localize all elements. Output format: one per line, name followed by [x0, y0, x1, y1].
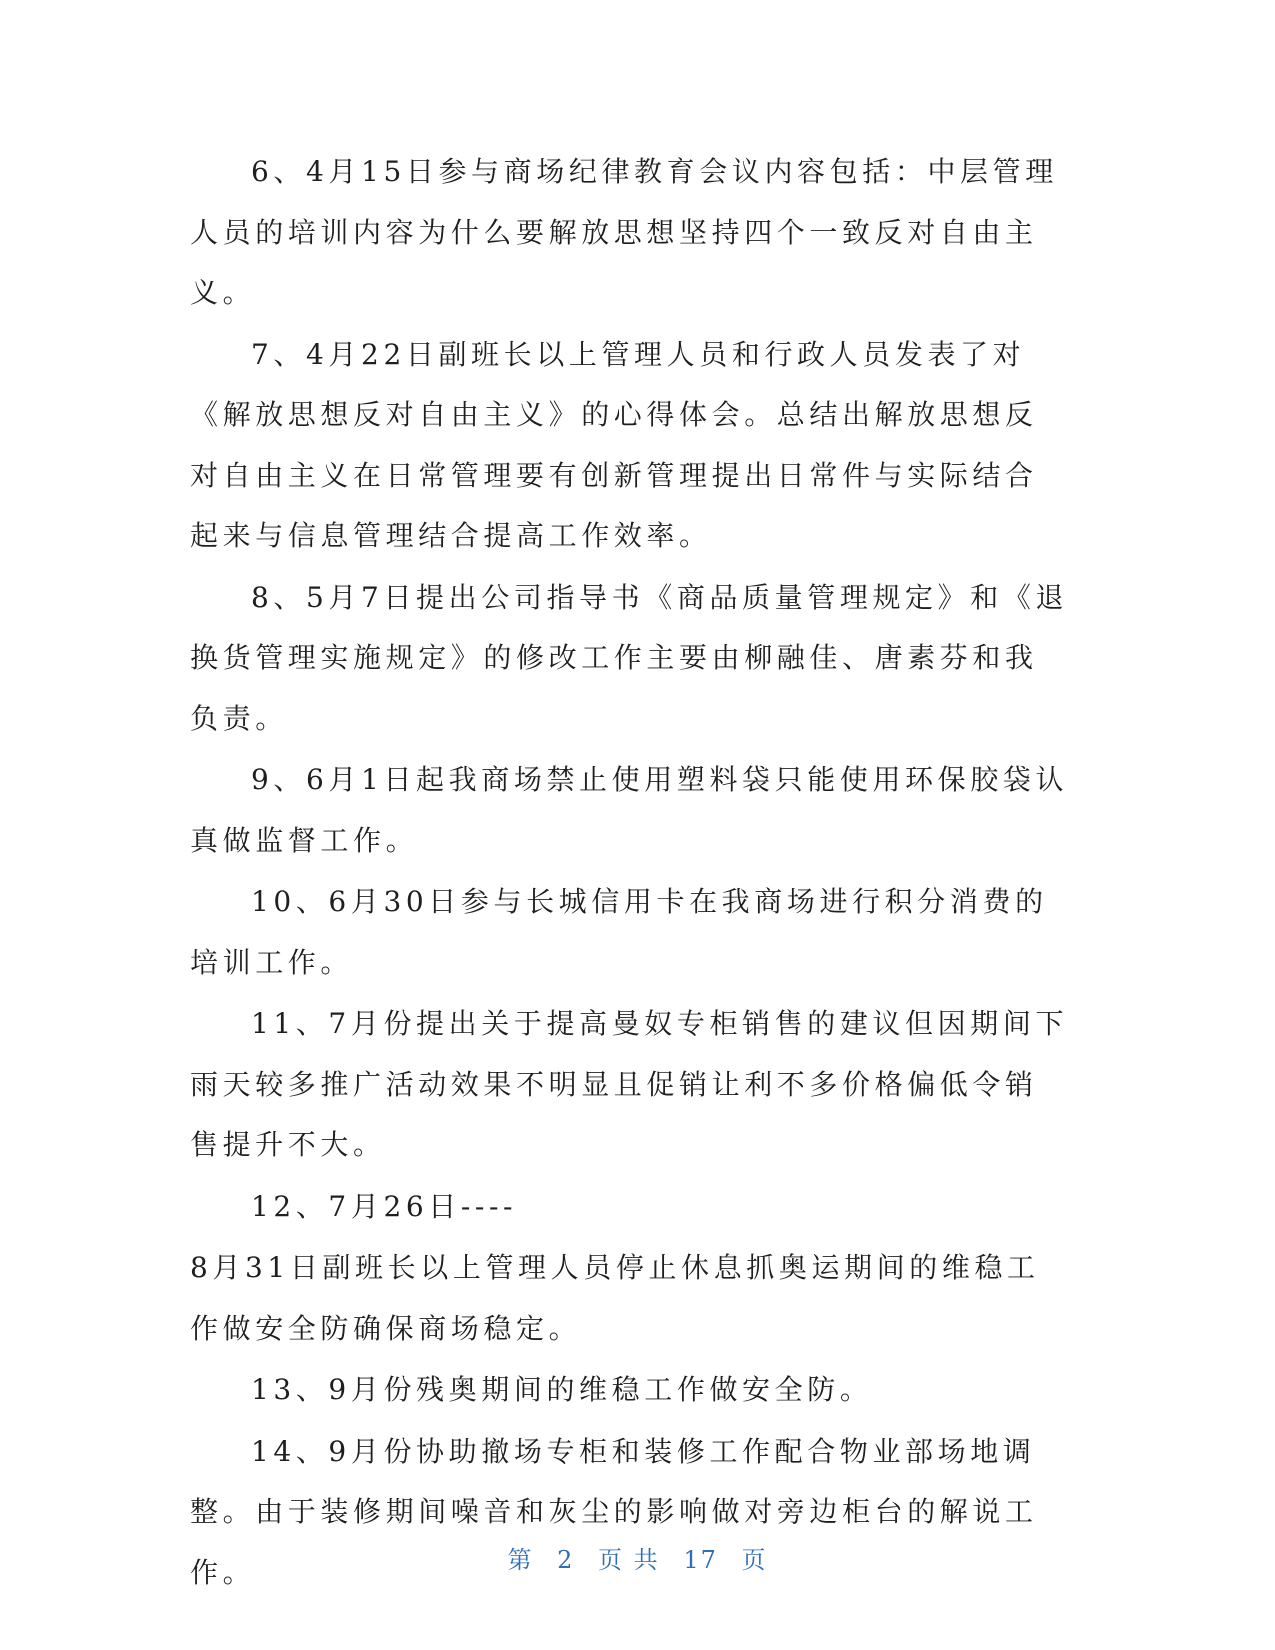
current-page-number: 2	[557, 1546, 575, 1574]
paragraph-item-8: 8、5月7日提出公司指导书《商品质量管理规定》和《退换货管理实施规定》的修改工作主要由柳融佳、唐素芬和我负责。	[190, 580, 1069, 735]
footer-suffix: 页	[741, 1546, 768, 1574]
paragraph-item-13: 13、9月份残奥期间的维稳工作做安全防。	[251, 1373, 873, 1406]
paragraph-item-12-continued: 8月31日副班长以上管理人员停止休息抓奥运期间的维稳工作做安全防确保商场稳定。	[190, 1251, 1040, 1345]
paragraph-item-6: 6、4月15日参与商场纪律教育会议内容包括：中层管理人员的培训内容为什么要解放思想坚持四个一致反对自由主义。	[190, 155, 1058, 309]
paragraph-item-10: 10、6月30日参与长城信用卡在我商场进行积分消费的培训工作。	[190, 885, 1048, 979]
total-pages-number: 17	[683, 1546, 718, 1574]
paragraph-item-14: 14、9月份协助撤场专柜和装修工作配合物业部场地调整。由于装修期间噪音和灰尘的影响做对旁边柜台的解说工作。	[190, 1434, 1038, 1589]
page-footer	[0, 1540, 1275, 1575]
paragraph-item-9: 9、6月1日起我商场禁止使用塑料袋只能使用环保胶袋认真做监督工作。	[190, 763, 1069, 857]
document-body	[190, 142, 1070, 1604]
footer-prefix: 第	[507, 1546, 534, 1574]
paragraph-item-7: 7、4月22日副班长以上管理人员和行政人员发表了对《解放思想反对自由主义》的心得体会。总结出解放思想反对自由主义在日常管理要有创新管理提出日常件与实际结合起来与信息管理结合提高工作效率。	[190, 337, 1038, 552]
paragraph-item-11: 11、7月份提出关于提高曼奴专柜销售的建议但因期间下雨天较多推广活动效果不明显且促销让利不多价格偏低令销售提升不大。	[190, 1007, 1069, 1161]
footer-middle: 页 共	[598, 1546, 660, 1574]
paragraph-item-12-start: 12、7月26日----	[251, 1189, 518, 1223]
